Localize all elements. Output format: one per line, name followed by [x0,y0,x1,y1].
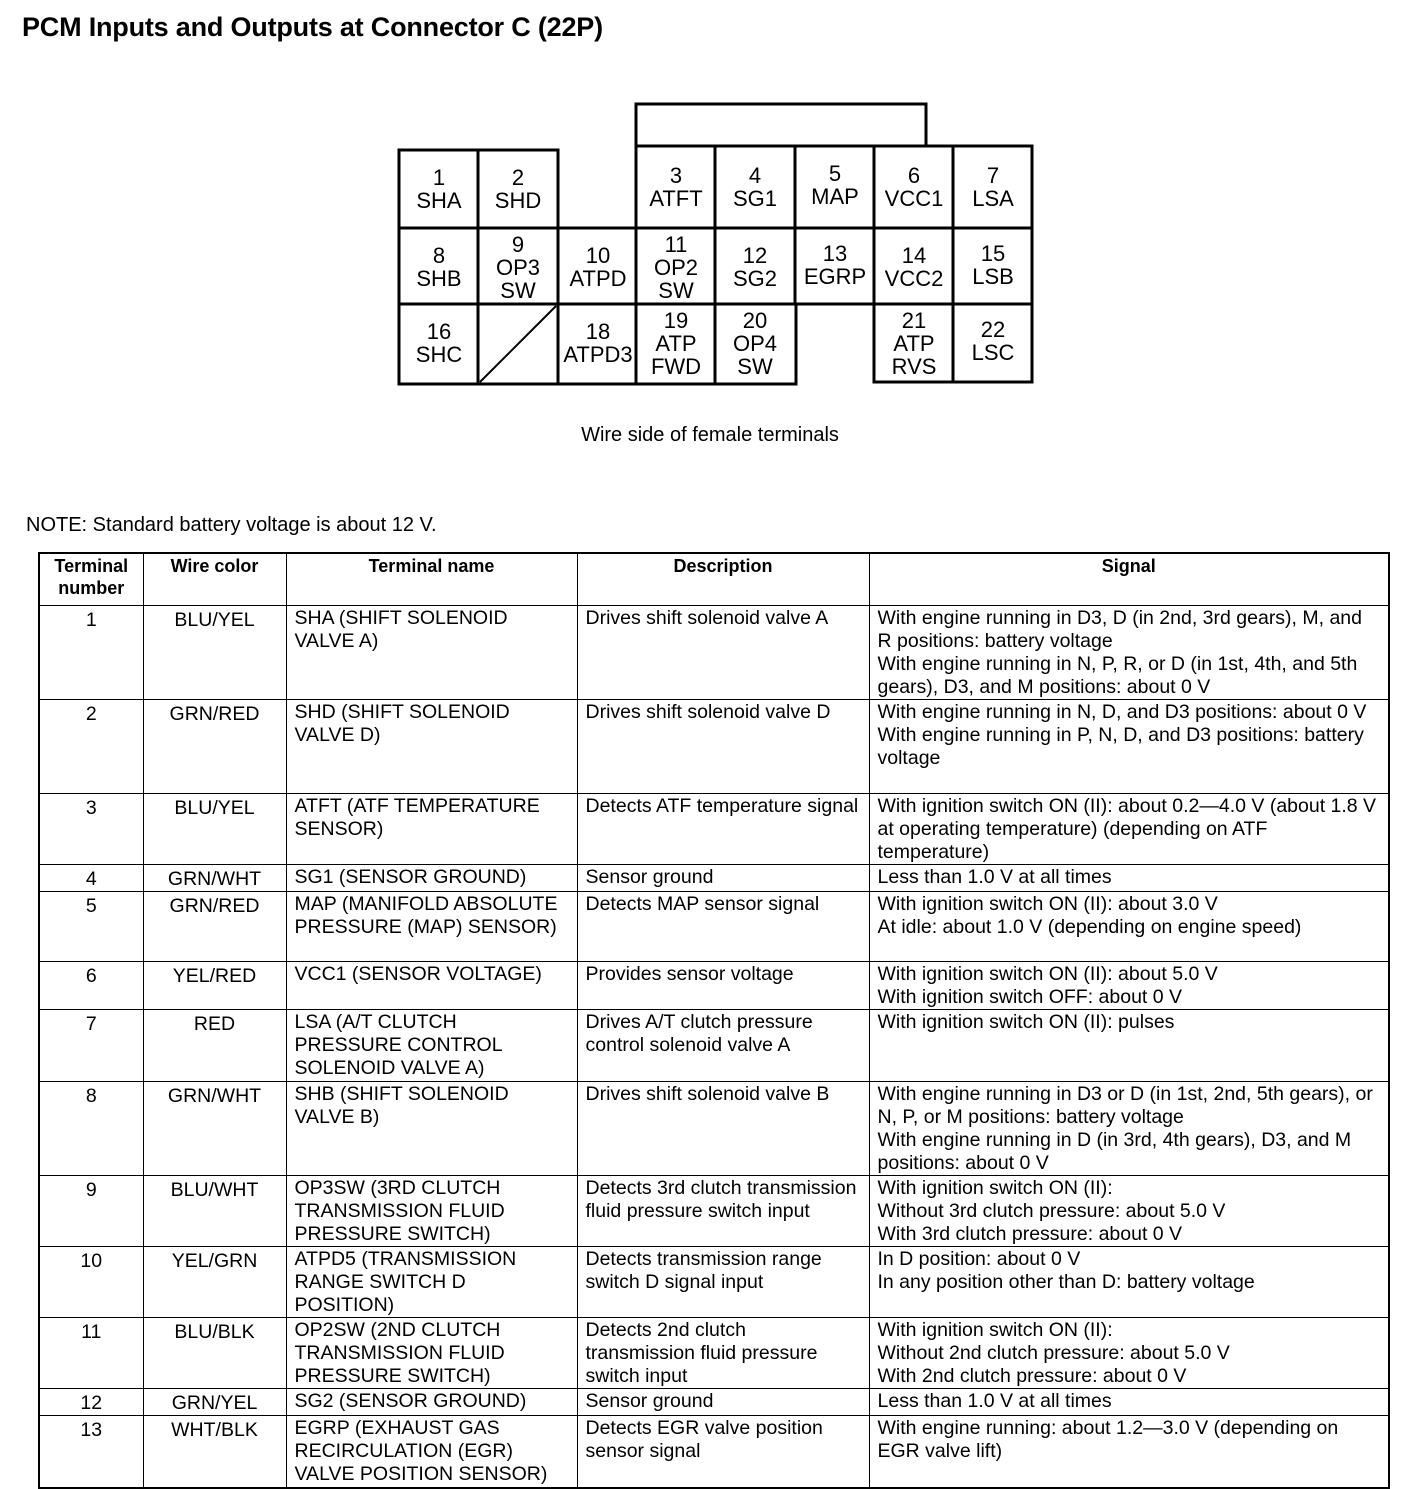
terminal-label: ATPD [569,266,627,291]
cell-wire-color: WHT/BLK [143,1416,286,1488]
terminal-label: SG2 [732,266,778,291]
connector-terminal [874,228,954,306]
cell-description: Detects transmission range switch D signal input [577,1247,869,1318]
terminal-label: ATFT [649,186,703,211]
table-row [39,700,1389,794]
cell-terminal-number: 4 [39,865,143,892]
cell-terminal-name: EGRP (EXHAUST GAS RECIRCULATION (EGR) VALVE POSITION SENSOR) [286,1416,577,1488]
cell-description: Detects ATF temperature signal [577,794,869,865]
connector-terminal [953,148,1033,226]
terminal-label: SW [658,277,694,303]
cell-terminal-name: VCC1 (SENSOR VOLTAGE) [286,962,577,1010]
terminal-label: LSC [971,340,1015,365]
connector-terminal [636,304,716,382]
terminal-number: 14 [901,243,927,268]
cell-wire-color: GRN/YEL [143,1389,286,1416]
terminal-number: 6 [907,163,921,188]
cell-description: Drives shift solenoid valve A [577,606,869,700]
terminal-number: 18 [585,319,611,344]
terminal-label: SW [500,277,536,303]
cell-description: Sensor ground [577,865,869,892]
table-row [39,1176,1389,1247]
cell-description: Drives shift solenoid valve B [577,1082,869,1176]
cell-wire-color: YEL/RED [143,962,286,1010]
cell-wire-color: GRN/WHT [143,1082,286,1176]
terminal-number: 5 [828,161,842,186]
terminal-label: FWD [650,353,702,379]
terminal-label: SG1 [732,186,778,211]
cell-signal: With engine running in N, D, and D3 positions: about 0 V With engine running in P, N, D, and D3 positions: battery voltage [869,700,1389,794]
terminal-number: 8 [432,243,446,268]
cell-wire-color: GRN/RED [143,892,286,962]
table-row [39,892,1389,962]
terminal-label: SHD [494,188,542,213]
table-row [39,794,1389,865]
terminal-number: 1 [432,165,446,190]
header-terminal-number: Terminal number [39,553,143,606]
terminal-number: 12 [742,243,768,268]
terminal-label: ATP [655,330,697,356]
header-wire-color: Wire color [143,553,286,606]
connector-terminal [795,226,875,304]
terminal-label: VCC1 [884,186,944,211]
connector-diagram [0,0,1408,470]
terminal-label: ATP [893,330,935,356]
cell-terminal-name: SHD (SHIFT SOLENOID VALVE D) [286,700,577,794]
terminal-number: 16 [426,319,452,344]
table-row [39,1010,1389,1082]
cell-signal: With ignition switch ON (II): about 0.2—4.0 V (about 1.8 V at operating temperature) (depending on ATF temperature) [869,794,1389,865]
terminal-label: RVS [891,353,937,379]
cell-terminal-name: ATPD5 (TRANSMISSION RANGE SWITCH D POSITION) [286,1247,577,1318]
connector-terminal [399,150,479,228]
terminal-number: 10 [585,243,611,268]
connector-terminal [636,148,716,226]
cell-terminal-name: LSA (A/T CLUTCH PRESSURE CONTROL SOLENOID VALVE A) [286,1010,577,1082]
terminal-label: SHC [415,342,463,367]
cell-terminal-number: 7 [39,1010,143,1082]
battery-voltage-note: NOTE: Standard battery voltage is about 12 V. [26,514,437,536]
cell-wire-color: GRN/WHT [143,865,286,892]
cell-terminal-name: SHA (SHIFT SOLENOID VALVE A) [286,606,577,700]
connector-terminal [715,148,795,226]
cell-wire-color: BLU/BLK [143,1318,286,1389]
terminal-label: SW [737,353,773,379]
cell-description: Detects 2nd clutch transmission fluid pressure switch input [577,1318,869,1389]
cell-wire-color: BLU/YEL [143,794,286,865]
connector-terminal [953,302,1033,380]
cell-signal: With ignition switch ON (II): Without 2nd clutch pressure: about 5.0 V With 2nd clutch pressure: about 0 V [869,1318,1389,1389]
cell-description: Drives A/T clutch pressure control solenoid valve A [577,1010,869,1082]
header-description: Description [577,553,869,606]
cell-signal: With engine running: about 1.2—3.0 V (depending on EGR valve lift) [869,1416,1389,1488]
cell-description: Detects MAP sensor signal [577,892,869,962]
terminal-number: 11 [664,231,688,257]
terminal-number: 22 [980,317,1006,342]
terminal-number: 9 [511,231,525,257]
cell-signal: With engine running in D3, D (in 2nd, 3rd gears), M, and R positions: battery voltage With engine running in N, P, R, or D (in 1st, 4th, and 5th gears), D3, and M positions: about 0 V [869,606,1389,700]
connector-caption: Wire side of female terminals [581,424,839,446]
connector-terminal [874,304,954,382]
cell-description: Detects EGR valve position sensor signal [577,1416,869,1488]
cell-signal: Less than 1.0 V at all times [869,1389,1389,1416]
terminal-number: 19 [663,307,689,333]
table-row [39,1389,1389,1416]
table-row [39,1318,1389,1389]
connector-terminal [558,228,638,306]
header-signal: Signal [869,553,1389,606]
connector-terminal [715,304,795,382]
connector-terminal [399,304,479,382]
cell-terminal-number: 12 [39,1389,143,1416]
cell-description: Provides sensor voltage [577,962,869,1010]
terminal-number: 4 [748,163,762,188]
terminal-label: SHB [416,266,462,291]
terminal-label: OP2 [653,254,699,280]
header-terminal-name: Terminal name [286,553,577,606]
table-row [39,1247,1389,1318]
cell-signal: With ignition switch ON (II): Without 3rd clutch pressure: about 5.0 V With 3rd clutch pressure: about 0 V [869,1176,1389,1247]
table-row [39,1416,1389,1488]
connector-terminal [953,226,1033,304]
cell-terminal-number: 11 [39,1318,143,1389]
cell-signal: With ignition switch ON (II): about 3.0 V At idle: about 1.0 V (depending on engine speed) [869,892,1389,962]
table-row [39,1082,1389,1176]
cell-terminal-name: OP3SW (3RD CLUTCH TRANSMISSION FLUID PRESSURE SWITCH) [286,1176,577,1247]
terminal-label: OP4 [732,330,778,356]
connector-terminal [399,228,479,306]
cell-terminal-number: 2 [39,700,143,794]
cell-terminal-number: 1 [39,606,143,700]
cell-description: Sensor ground [577,1389,869,1416]
terminal-label: SHA [416,188,462,213]
terminal-label: VCC2 [884,266,944,291]
cell-signal: With engine running in D3 or D (in 1st, 2nd, 5th gears), or N, P, or M positions: battery voltage With engine running in D (in 3rd, 4th gears), D3, and M positions: about 0 V [869,1082,1389,1176]
terminal-label: OP3 [495,254,541,280]
terminal-number: 7 [986,163,1000,188]
connector-terminal [636,228,716,306]
table-row [39,606,1389,700]
terminal-number: 13 [822,241,848,266]
table-row [39,865,1389,892]
cell-terminal-number: 6 [39,962,143,1010]
cell-signal: In D position: about 0 V In any position other than D: battery voltage [869,1247,1389,1318]
connector-terminal [478,228,558,306]
connector-terminal [558,304,638,382]
cell-terminal-name: MAP (MANIFOLD ABSOLUTE PRESSURE (MAP) SENSOR) [286,892,577,962]
cell-terminal-name: SHB (SHIFT SOLENOID VALVE B) [286,1082,577,1176]
cell-terminal-number: 8 [39,1082,143,1176]
cell-terminal-number: 9 [39,1176,143,1247]
connector-terminal [795,146,875,224]
terminal-label: LSB [972,264,1014,289]
cell-terminal-name: SG1 (SENSOR GROUND) [286,865,577,892]
cell-description: Detects 3rd clutch transmission fluid pressure switch input [577,1176,869,1247]
pin-table [38,552,1390,1489]
terminal-number: 15 [980,241,1006,266]
terminal-label: LSA [972,186,1014,211]
cell-terminal-name: OP2SW (2ND CLUTCH TRANSMISSION FLUID PRESSURE SWITCH) [286,1318,577,1389]
cell-terminal-number: 10 [39,1247,143,1318]
table-row [39,962,1389,1010]
page-title: PCM Inputs and Outputs at Connector C (22P) [22,12,603,42]
cell-terminal-number: 3 [39,794,143,865]
terminal-label: ATPD3 [563,342,633,367]
connector-terminal [715,228,795,306]
terminal-number: 3 [669,163,683,188]
terminal-number: 21 [901,307,927,333]
cell-wire-color: BLU/YEL [143,606,286,700]
cell-signal: Less than 1.0 V at all times [869,865,1389,892]
cell-terminal-number: 5 [39,892,143,962]
cell-terminal-name: SG2 (SENSOR GROUND) [286,1389,577,1416]
terminal-number: 20 [742,307,768,333]
table-header-row [39,553,1389,606]
cell-terminal-number: 13 [39,1416,143,1488]
terminal-label: MAP [811,184,859,209]
connector-terminal [874,148,954,226]
connector-lock-tab [636,104,926,150]
cell-terminal-name: ATFT (ATF TEMPERATURE SENSOR) [286,794,577,865]
terminal-number: 2 [511,165,525,190]
connector-terminal [478,150,558,228]
terminal-label: EGRP [803,264,867,289]
cell-wire-color: RED [143,1010,286,1082]
cell-wire-color: BLU/WHT [143,1176,286,1247]
cell-description: Drives shift solenoid valve D [577,700,869,794]
cell-wire-color: GRN/RED [143,700,286,794]
empty-cavity-mark [480,306,556,382]
cell-signal: With ignition switch ON (II): pulses [869,1010,1389,1082]
cell-wire-color: YEL/GRN [143,1247,286,1318]
cell-signal: With ignition switch ON (II): about 5.0 V With ignition switch OFF: about 0 V [869,962,1389,1010]
